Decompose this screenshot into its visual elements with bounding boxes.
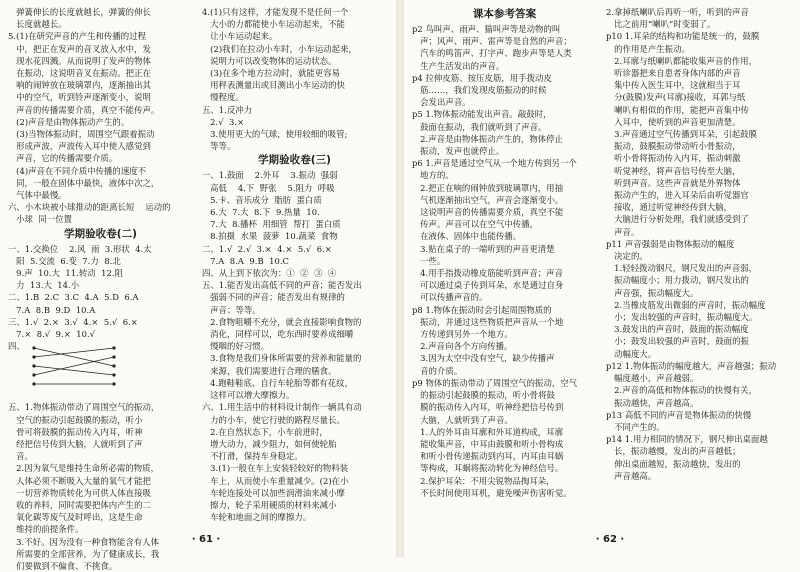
text-line: 5.(1)在研究声音的产生和传播的过程 [8,31,147,42]
match-line [34,348,114,366]
text-line: 车轮连接处可以加些润滑油来减小摩 [202,487,345,498]
text-line: 车上，从而使小车重量减少。(2)在小 [202,475,349,486]
text-line: 2.√ 3.× [202,116,245,127]
text-line: 能收集声音，中耳由鼓膜和听小骨构成 [412,438,564,449]
text-line: 振动越快，声音越高。 [606,397,699,408]
match-line [34,348,114,357]
text-line: 现水花四溅。从而说明了发声的物体 [8,55,151,66]
text-line: 1.轻轻拨动钢尺，钢尺发出的声音弱， [606,263,758,274]
text-line: 方传递到另外一个地方。 [412,329,513,340]
text-line: 大脑进行分析处理，我们就感受到了 [606,214,749,225]
text-line: 用秤表测量出或目测出小车运动的快 [202,80,345,91]
text-line: p10 1.耳朵的结构和功能是统一的，鼓膜 [606,31,760,42]
text-line: 一切营养物质转化为可供人体直接吸 [8,487,151,498]
answer-block-3 [202,6,387,152]
text-line: 维持的前提条件。 [8,524,84,535]
text-line: 等构成，耳蜗将振动转化为神经信号。 [412,463,564,474]
text-line: 六、小木块被小球推动的距离长短 运动的 [8,202,171,213]
text-line: 7.A 8.B 9.D 10.A [8,304,96,315]
right-column-2 [606,6,791,516]
text-line [8,389,193,401]
text-line: 所需要的全部营养，为了健康成长，我 [8,548,160,559]
text-line: p9 物体的振动带动了周围空气的振动，空气 [412,377,578,388]
text-line: 声音，它的传播需要介质。 [8,153,118,164]
answer-block-1 [8,6,193,226]
text-line: 的作用是产生振动。 [606,43,690,54]
match-line [34,357,114,375]
text-line: 2.声音向各个方向传播。 [412,341,513,352]
text-line: 声；风声、雨声、雷声等是自然的声音； [412,36,572,47]
text-line: 听诊器把来自患者身体内部的声音 [606,68,741,79]
text-line: 音。 [8,451,33,462]
text-line: 7.× 8.√ 9.× 10.√ [8,329,96,340]
text-line: 五、1.反冲力 [202,104,253,115]
text-line: 四、从上到下依次为：① ② ③ ④ [202,268,337,279]
text-line: 消化，同样可以，吃东西时要养成细嚼 [202,329,354,340]
text-line: 的振动引起鼓膜的振动，听小骨将鼓 [412,390,555,401]
text-line: 3.贴在桌子的一端听到的声音更清楚 [412,243,555,254]
text-line: 小；发出较强的声音时，振动幅度大。 [606,312,758,323]
text-line: 6.大 7.大 8.下 9.热量 10. [202,207,320,218]
text-line: 慢程度。 [202,92,244,103]
text-line: 振动，鼓膜振动带动听小骨振动， [606,141,741,152]
text-line: 和听小骨传递振动到内耳，内耳由耳蜗 [412,451,564,462]
text-line: 响的闹钟放在玻璃罩内，逐渐抽出其 [8,80,151,91]
text-line: 弹簧伸长的长度就越长，弹簧的伸长 [8,7,151,17]
text-line: 决定的。 [606,251,648,262]
text-line: 骨可将鼓膜的振动传入内耳，听神 [8,426,143,437]
text-line: 2.声音是由物体振动产生的，物体停止 [412,133,564,144]
text-line: 们要做到不偏食、不挑食。 [8,560,118,571]
text-line: 3.食物是我们身体所需要的营养和能量的 [202,353,362,364]
text-line: 振动产生的，进入耳朵后由听觉器官 [606,190,749,201]
answer-block-5 [412,23,597,499]
text-line: 8.拍摄 水果 菠萝 10.蔬菜 食物 [202,231,338,242]
text-line: p5 1.物体振动能发出声音。敲鼓时， [412,109,552,120]
text-line: 声音；等等。 [202,304,261,315]
exam-heading-3: 学期验收卷(三) [258,154,331,167]
text-line: 长度就越长。 [8,19,67,30]
right-page [404,0,800,557]
text-line: 2.在自然状态下，小车前进时， [202,426,328,437]
text-line: 二、1.√ 2.√ 3.× 4.× 5.√ 6.× [202,243,332,254]
text-line: 人体必须不断吸入大量的氧气才能把 [8,475,151,486]
text-line: 幅度越小，声音越弱。 [606,373,699,384]
text-line: 鼓面在振动，我们就听到了声音。 [412,121,547,132]
text-line: 声音越高。 [606,470,657,481]
text-line: 地方的。 [412,170,454,181]
text-line: 3.使用更大的气球，使用较细的吸管; [202,129,348,140]
text-line: 接收，通过听觉神经传到大脑， [606,202,733,213]
text-line: 小；鼓发出较强的声音时，鼓面的振 [606,336,749,347]
text-line: 擦力，轮子采用硬质的材料来减小 [202,499,337,510]
text-line: 集中传入医生耳中，这就相当于耳 [606,80,741,91]
text-line: 振动幅度小；用力拨动，钢尺发出的 [606,275,749,286]
text-line: 中的空气，听到铃声逐渐变小，说明 [8,92,151,103]
text-line: 不同产生的。 [606,421,665,432]
text-line: 强弱不同的声音；能否发出有规律的 [202,292,345,303]
text-line: 3.不好。因为没有一种食物能含有人体 [8,536,160,547]
text-line: 听觉神经，将声音信号传至大脑， [606,165,741,176]
text-line: 同，一般在固体中最快，液体中次之， [8,177,160,188]
left-column-2 [202,6,387,523]
text-line: 五、1.物体振动带动了周围空气的振动， [8,402,160,413]
left-column-1 [8,6,193,571]
text-line: 在液体、固体中也能传播。 [412,231,522,242]
answer-block-4 [202,169,387,523]
text-line: 筋……，我们发现皮筋振动的时候 [412,85,547,96]
text-line: 等等。 [202,141,236,152]
text-line: 经把信号传到大脑，人就听到了声 [8,438,143,449]
text-line: p2 鸟叫声、雨声、猫叫声等是动物的叫 [412,24,561,34]
text-line: 可以通过桌子传到耳朵，水是通过自身 [412,280,564,291]
page-number-right: · 62 · [595,534,625,545]
text-line: 3.声音通过空气传播到耳朵，引起鼓膜 [606,129,758,140]
text-line: 声音。 [606,226,640,237]
text-line: 五、1.能否发出高低不同的声音；能否发出 [202,280,362,291]
text-line: 力的小车，使它行驶的路程尽量长。 [202,414,345,425]
text-line: 2.当橡皮筋发出微弱的声音时，振动幅度 [606,299,766,310]
text-line: p13 高低不同的声音是物体振动的快慢 [606,409,752,420]
exam-heading-2: 学期验收卷(二) [64,227,137,240]
text-line: 氧化碳等废气及时呼出，这是生命 [8,512,143,523]
text-line: 2.因为氧气是维持生命所必需的物质， [8,463,160,474]
text-line: 2.拿掉纸喇叭后再听一听，听到的声音 [606,7,749,17]
text-line: 力 13.大 14.小 [8,280,80,291]
text-line: 7.大 8.播杯 用细管 帮打 蛋白质 [202,219,341,230]
text-line: p8 1.物体在振动时会引起周围物质的 [412,304,552,315]
text-line: 音的介质。 [412,365,463,376]
text-line: 2.耳廓与纸喇叭都能收集声音的作用， [606,55,758,66]
text-line: 听到声音。这些声音就是外界物体 [606,177,741,188]
text-line: (3)当物体振动时，周围空气跟着振动 [8,129,155,140]
answer-block-2 [8,243,193,572]
text-line: 收的养料，同时需要把体内产生的二 [8,499,151,510]
text-line: 二、1.B 2.C 3.C 4.A 5.D 6.A [8,292,139,303]
text-line: (3)在多个地方拉动时，就能更容易 [202,68,341,79]
text-line: 一、1.交换位 2.风 雨 3.形状 4.太 [8,243,152,254]
text-line: 动幅度大。 [606,348,657,359]
text-line: 声音的传播需要介质，真空不能传声。 [8,104,160,115]
text-line: 气机逐渐抽出空气，声音会逐渐变小。 [412,194,564,205]
text-line: 这样可以增大摩擦力。 [202,390,295,401]
text-line: 会发出声音。 [412,97,471,108]
text-line: 1.人的外耳由耳廓和外耳道构成，耳廓 [412,426,564,437]
text-line: 长，振动越慢，发出的声音越低； [606,446,741,457]
text-line: 慢咽的好习惯。 [202,341,270,352]
text-line: 大小的力都能使小车运动起来，不能 [202,19,345,30]
text-line: 小球 同一位置 [8,214,73,225]
text-line: 4.(1)只有这样，才能发现不是任何一个 [202,7,349,17]
text-line: 振动，发声也就停止。 [412,146,505,157]
text-line: 3.因为太空中没有空气，缺少传播声 [412,353,555,364]
text-line: 2.食物咀嚼不充分，就会直接影响食物的 [202,316,362,327]
text-line: 说明力可以改变物体的运动状态。 [202,55,337,66]
text-line: 比之前用“喇叭”时变弱了。 [606,19,716,30]
page-number-left: · 61 · [191,534,221,545]
text-line: 3.鼓发出的声音时，鼓面的振动幅度 [606,324,749,335]
text-line: 三、1.√ 2.× 3.√ 4.× 5.√ 6.× [8,316,138,327]
text-line: 车轮和地面之间的摩擦力。 [202,512,312,523]
text-line: 膜的振动传入内耳，听神经把信号传到 [412,402,564,413]
textbook-answers-heading: 课本参考答案 [472,8,537,20]
text-line: 汽车的鸣笛声、打字声、跑步声等是人类 [412,48,572,59]
text-line: 不打滑，保持车身稳定。 [202,451,303,462]
text-line: p12 1.物体振动的幅度越大，声音越强；振动 [606,360,777,371]
text-line: 高低 4.下 野张 5.阻力 呼吸 [202,182,335,193]
text-line: 这说明声音的传播需要介质，真空不能 [412,207,564,218]
text-line: (2)声音是由物体振动产生的。 [8,116,130,127]
right-column-1 [412,6,597,516]
text-line: 一、1.鼓面 2.外耳 3.振动 强弱 [202,170,338,181]
text-line: 伸出桌面越短，振动越快，发出的 [606,458,741,469]
text-line: 喇叭有相似的作用，能把声音集中传 [606,104,749,115]
text-line: 声音强，振动幅度大。 [606,287,699,298]
text-line: 生产生活发出的声音。 [412,60,505,71]
text-line: p4 拉伸皮筋、按压皮筋，用手拨动皮 [412,72,552,83]
text-line: 气体中最慢。 [8,190,67,201]
text-line: 在振动，这说明音叉在振动。把正在 [8,68,151,79]
text-line: 4.用手指拨动橡皮筋能听到声音；声音 [412,268,564,279]
answer-block-6 [606,6,791,482]
text-line: 阳 5.交流 6.变 7.力 8.北 [8,255,121,266]
text-line: 传声。声音可以在空气中传播， [412,219,539,230]
text-line: 分(鼓膜)发声(耳廓)接收，耳郭与纸 [606,92,746,103]
text-line: 听小骨将振动传入内耳，振动刺激 [606,153,741,164]
match-line [34,366,114,375]
text-line: 2.保护耳朵：不用尖锐物品掏耳朵， [412,475,555,486]
text-line: 4.跑鞋鞋底、自行车轮胎等都有花纹， [202,377,354,388]
matching-lines-diagram [30,344,120,390]
text-line: 让小车运动起来。 [202,31,278,42]
text-line: 7.A 8.A 9.B 10.C [202,255,290,266]
text-line: 5.卡、音乐成分 脂肪 蛋白质 [202,194,322,205]
text-line: 振动，并通过这些物质把声音从一个地 [412,316,564,327]
text-line: 9.声 10.大 11.转动 12.阻 [8,268,124,279]
text-line: 3.(1)一般在车上安装轻较好的物料装 [202,463,349,474]
text-line: 2.声音的高低和物体振动的快慢有关， [606,385,758,396]
text-line: 四、 [8,341,25,352]
text-line: 空气的振动引起鼓膜的振动，听小 [8,414,143,425]
book-gutter [396,0,404,557]
left-page [0,0,396,571]
text-line: 来源，我们需要进行合理的膳食。 [202,365,337,376]
text-line: 六、1.用生活中的材料设计制作一辆具有动 [202,402,362,413]
text-line: 可以传播声音的。 [412,292,488,303]
text-line: 2.把正在响的闹钟放到玻璃罩内，用抽 [412,182,564,193]
text-line: (2)我们在拉动小车时，小车运动起来， [202,43,357,54]
text-line: p14 1.用力相同的情况下，钢尺伸出桌面越 [606,434,768,445]
text-line: 形成声波，声波传入耳中使人感觉到 [8,141,151,152]
text-line: (4)声音在不同介质中传播的速度不 [8,165,147,176]
text-line: 中，把正在发声的音叉放入水中，发 [8,43,151,54]
text-line [8,352,193,364]
text-line: p11 声音强弱是由物体振动的幅度 [606,238,735,249]
text-line: 入耳中，使听到的声音更加清楚。 [606,116,741,127]
text-line: 不长时间使用耳机，避免噪声伤害听觉。 [412,487,572,498]
text-line: 一些。 [412,255,446,266]
text-line: 大脑，人就听到了声音。 [412,414,513,425]
text-line: 增大动力，减少阻力，如何使轮胎 [202,438,337,449]
text-line: p6 1.声音是通过空气从一个地方传到另一个 [412,158,577,169]
